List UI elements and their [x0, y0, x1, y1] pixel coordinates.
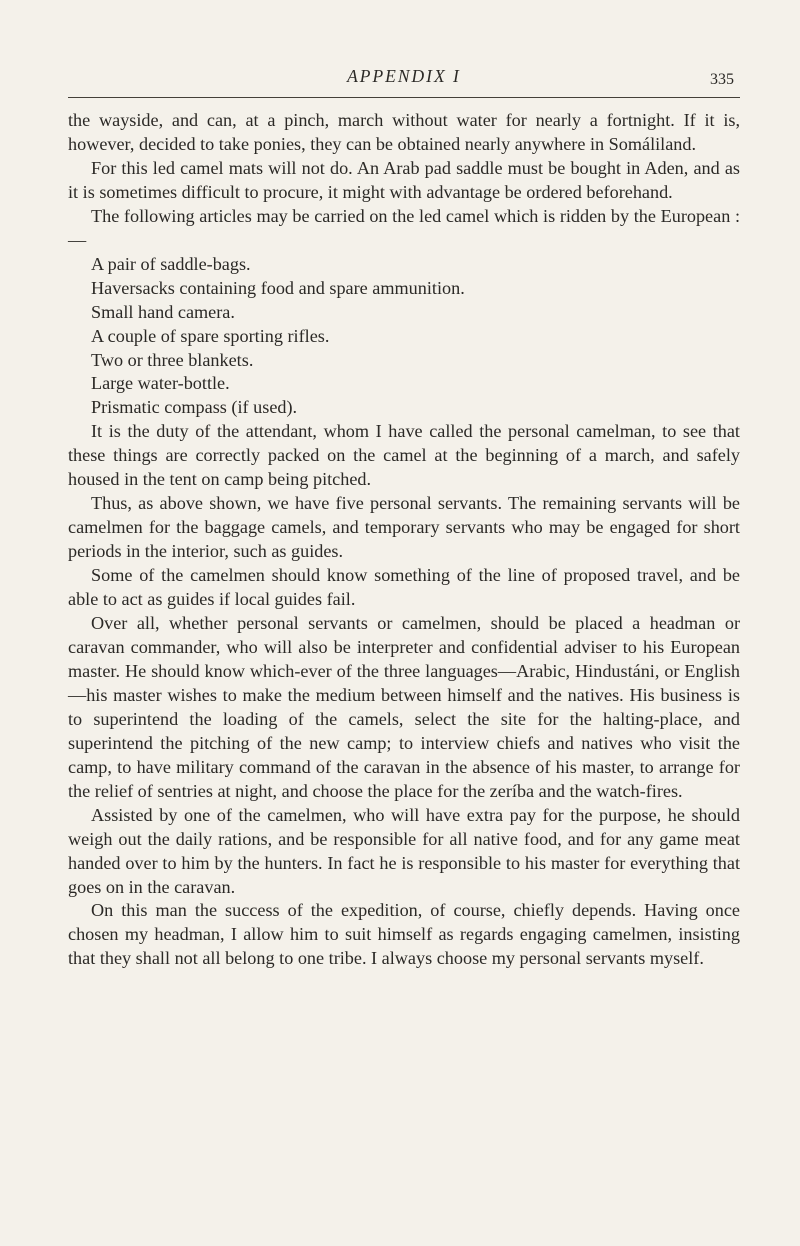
paragraph-led-camel: For this led camel mats will not do. An Arab pad saddle must be bought in Aden, and as it is sometimes difficult to procure, it might with advantage be ordered beforehand. — [68, 157, 740, 202]
paragraph-headman: Over all, whether personal servants or camelmen, should be placed a headman or caravan commander, who will also be interpreter and confidential adviser to his European master. He should know which-ever of the three languages—Arabic, Hindustáni, or English—his master wishes to make the medium between himself and the natives. His business is to superintend the loading of the camels, select the site for the halting-place, and superintend the pitching of the new camp; to interview chiefs and natives who visit the camp, to have military command of the caravan in the absence of his master, to arrange for the relief of sentries at night, and choose the place for the zeríba and the watch-fires. — [68, 613, 740, 801]
header-rule — [68, 97, 740, 98]
paragraph-guides: Some of the camelmen should know something of the line of proposed travel, and be able to act as guides if local guides fail. — [68, 565, 740, 610]
list-item: Large water-bottle. — [91, 373, 230, 394]
list-item: Prismatic compass (if used). — [91, 397, 298, 418]
paragraph-continued: the wayside, and can, at a pinch, march without water for nearly a fortnight. If it is, however, decided to take ponies, they can be obtained nearly anywhere in Somáliland. — [68, 110, 740, 154]
articles-list — [68, 253, 740, 421]
running-title: APPENDIX I — [347, 66, 461, 86]
page-number: 335 — [710, 71, 734, 88]
book-page — [68, 66, 740, 971]
paragraph-servants: Thus, as above shown, we have five personal servants. The remaining servants will be camelmen for the baggage camels, and temporary servants who may be engaged for short periods in the interior, such as guides. — [68, 493, 740, 562]
list-item: A couple of spare sporting rifles. — [91, 325, 330, 346]
list-item: Small hand camera. — [91, 301, 235, 322]
paragraph-articles-intro: The following articles may be carried on the led camel which is ridden by the European :— — [68, 205, 740, 250]
list-item: A pair of saddle-bags. — [91, 253, 251, 274]
list-item: Two or three blankets. — [91, 349, 254, 370]
body-text — [68, 109, 740, 971]
list-item: Haversacks containing food and spare ammunition. — [91, 277, 465, 298]
paragraph-rations: Assisted by one of the camelmen, who will have extra pay for the purpose, he should weigh out the daily rations, and be responsible for all native food, and for any game meat handed over to him by the hunters. In fact he is responsible to his master for everything that goes on in the caravan. — [68, 804, 740, 897]
paragraph-success: On this man the success of the expedition, of course, chiefly depends. Having once chosen my headman, I allow him to suit himself as regards engaging camelmen, insisting that they shall not all belong to one tribe. I always choose my personal servants myself. — [68, 900, 740, 969]
running-head — [68, 66, 740, 96]
paragraph-attendant-duty: It is the duty of the attendant, whom I have called the personal camelman, to see that these things are correctly packed on the camel at the beginning of a march, and safely housed in the tent on camp being pitched. — [68, 421, 740, 490]
